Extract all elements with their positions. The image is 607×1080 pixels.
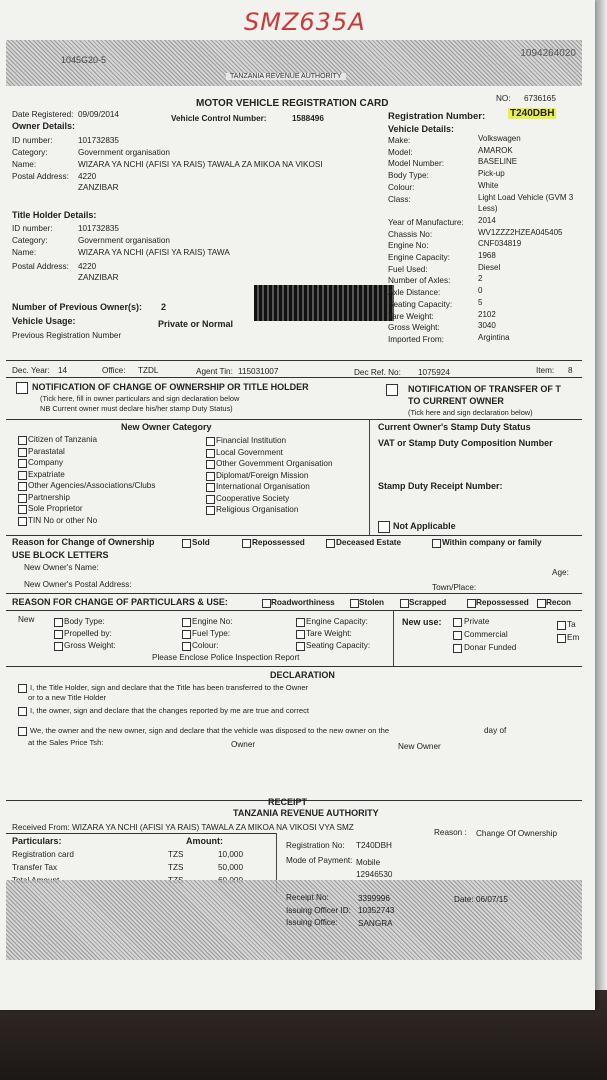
particular-checkbox[interactable]	[296, 630, 305, 639]
divider	[6, 377, 582, 378]
vehicle-field-value: Pick-up	[478, 169, 505, 179]
reason-ownership-label: Reason for Change of Ownership	[12, 537, 155, 547]
receipt-reg-label: Registration No:	[286, 841, 345, 850]
category-checkbox[interactable]	[18, 471, 27, 480]
category-checkbox[interactable]	[18, 517, 27, 526]
owner-name-label: Name:	[12, 160, 37, 169]
reason-particulars-label: REASON FOR CHANGE OF PARTICULARS & USE:	[12, 597, 228, 607]
particular-checkbox[interactable]	[182, 630, 191, 639]
divider	[6, 419, 582, 420]
vehicle-field-value: 2102	[478, 309, 496, 319]
title-holder-category-value: Government organisation	[78, 236, 170, 245]
vehicle-field-label: Axle Distance:	[388, 288, 441, 298]
dec-office-value: TZDL	[138, 366, 159, 375]
particular-label: Tare Weight:	[306, 629, 352, 638]
vehicle-field-value: 2	[478, 274, 483, 284]
new-use-checkbox[interactable]	[453, 618, 462, 627]
receipt-no-value: 3399996	[358, 894, 390, 903]
vehicle-field-label: Gross Weight:	[388, 323, 440, 333]
category-label: Cooperative Society	[216, 493, 290, 503]
notif-change-sub2: NB Current owner must declare his/her stamp Duty Status)	[40, 404, 233, 413]
reason-checkbox[interactable]	[262, 599, 271, 608]
reason-option-label: Repossessed	[252, 538, 305, 547]
handwritten-plate: SMZ635A	[244, 8, 366, 36]
notif-change-title: NOTIFICATION OF CHANGE OF OWNERSHIP OR TITLE HOLDER	[32, 382, 309, 392]
reason-checkbox[interactable]	[432, 539, 441, 548]
title-holder-id-label: ID number:	[12, 224, 53, 233]
owner-category-label: Category:	[12, 148, 48, 157]
notif-transfer-checkbox[interactable]	[386, 384, 398, 396]
issuing-office-label: Issuing Office:	[286, 918, 338, 927]
vcn-label: Vehicle Control Number:	[171, 114, 267, 123]
new-use-checkbox[interactable]	[557, 634, 566, 643]
vehicle-field-label: Chassis No:	[388, 229, 433, 239]
particular-label: Engine No:	[192, 617, 233, 626]
particular-label: Propelled by:	[64, 629, 112, 638]
vehicle-field-label: Engine No:	[388, 241, 429, 251]
particular-label: Body Type:	[64, 617, 105, 626]
serial-right: 1094264020	[520, 48, 576, 59]
category-checkbox[interactable]	[206, 506, 215, 515]
vehicle-heading: Vehicle Details:	[388, 124, 455, 134]
particular-checkbox[interactable]	[182, 642, 191, 651]
title-holder-heading: Title Holder Details:	[12, 210, 97, 220]
vehicle-field-label: Engine Capacity:	[388, 253, 450, 262]
receipt-item-amount: 50,000	[218, 863, 244, 872]
prev-owners-label: Number of Previous Owner(s):	[12, 302, 143, 312]
new-use-label: Private	[464, 617, 490, 626]
new-use-label: New use:	[402, 617, 442, 627]
vehicle-field-value: CNF034819	[478, 239, 522, 249]
owner-id-label: ID number:	[12, 136, 53, 145]
reason-option-label: Roadworthiness	[271, 598, 335, 607]
reason-option-label: Scrapped	[409, 598, 447, 607]
particulars-new-label: New	[18, 615, 35, 624]
vehicle-field-label: Number of Axles:	[388, 276, 451, 286]
category-checkbox[interactable]	[206, 495, 215, 504]
reason-option-label: Sold	[192, 538, 210, 547]
receipt-heading: RECEIPT	[268, 797, 308, 807]
category-label: Parastatal	[28, 446, 65, 456]
received-from-value: WIZARA YA NCHI (AFISI YA RAIS) TAWALA ZA MIKOA NA VIKOSI VYA SMZ	[72, 823, 354, 832]
declaration-heading: DECLARATION	[270, 670, 335, 680]
vehicle-field-label: Body Type:	[388, 171, 429, 181]
stamp-duty-heading: Current Owner's Stamp Duty Status	[378, 422, 531, 432]
particular-checkbox[interactable]	[54, 618, 63, 627]
reg-number-value: T240DBH	[510, 108, 555, 119]
declaration-text: I, the Title Holder, sign and declare that the Title has been transferred to the Owner	[30, 683, 309, 692]
amount-label: Amount:	[186, 836, 223, 846]
notif-change-sub1: (Tick here, fill in owner particulars and sign declaration below	[40, 394, 240, 403]
new-owner-name-label: New Owner's Name:	[24, 563, 99, 572]
vehicle-field-value: Diesel	[478, 262, 501, 272]
payment-ref: 12946530	[356, 870, 393, 879]
payment-mode-value: Mobile	[356, 858, 381, 867]
received-from-label: Received From:	[12, 823, 70, 832]
divider	[6, 833, 276, 834]
receipt-date-value: 06/07/15	[476, 895, 508, 904]
divider	[6, 610, 582, 611]
divider	[6, 360, 582, 361]
vehicle-field-value: 1968	[478, 251, 496, 260]
reason-option-label: Deceased Estate	[336, 538, 402, 547]
card-no-value: 6736165	[524, 94, 556, 103]
vehicle-field-value: AMAROK	[478, 145, 513, 155]
reason-checkbox[interactable]	[350, 599, 359, 608]
payment-mode-label: Mode of Payment:	[286, 856, 353, 865]
owner-name-value: WIZARA YA NCHI (AFISI YA RAIS) TAWALA ZA MIKOA NA VIKOSI	[78, 160, 323, 169]
reason-checkbox[interactable]	[400, 599, 409, 608]
new-use-label: Donar Funded	[464, 643, 517, 652]
category-checkbox[interactable]	[206, 437, 215, 446]
vehicle-field-label: Fuel Used:	[388, 264, 428, 274]
category-label: Financial Institution	[216, 436, 287, 445]
particular-checkbox[interactable]	[296, 642, 305, 651]
declaration-checkbox[interactable]	[18, 707, 27, 716]
title-holder-name-value: WIZARA YA NCHI (AFISI YA RAIS) TAWA	[78, 248, 230, 257]
vehicle-field-value: Less)	[478, 204, 498, 214]
divider	[6, 666, 582, 667]
new-use-checkbox[interactable]	[453, 644, 462, 653]
new-owner-signature-label: New Owner	[398, 742, 441, 751]
card-no-label: NO:	[496, 94, 511, 103]
owner-category-value: Government organisation	[78, 148, 170, 157]
vehicle-field-label: Model Number:	[388, 159, 444, 169]
dec-ref-value: 1075924	[418, 368, 450, 377]
reason-option-label: Recon	[546, 598, 572, 607]
owner-postal-value: 4220	[78, 172, 97, 181]
divider-vertical	[393, 610, 394, 666]
date-registered-label: Date Registered:	[12, 110, 74, 119]
age-label: Age:	[552, 568, 569, 577]
receipt-item-currency: TZS	[168, 850, 184, 859]
divider-vertical	[369, 419, 370, 535]
vehicle-field-value: 3040	[478, 321, 496, 331]
receipt-reg-value: T240DBH	[356, 841, 392, 850]
declaration-text: at the Sales Price Tsh:	[28, 738, 104, 747]
owner-city: ZANZIBAR	[78, 183, 119, 192]
category-checkbox[interactable]	[18, 436, 27, 445]
owner-postal-label: Postal Address:	[12, 172, 69, 181]
reason-checkbox[interactable]	[182, 539, 191, 548]
new-use-label: Ta	[567, 620, 576, 629]
particular-label: Gross Weight:	[64, 641, 116, 650]
category-label: Expatriate	[28, 469, 65, 479]
receipt-authority: TANZANIA REVENUE AUTHORITY	[233, 808, 379, 818]
notif-change-checkbox[interactable]	[16, 382, 28, 394]
title-holder-city: ZANZIBAR	[78, 273, 119, 282]
category-label: Citizen of Tanzania	[28, 435, 98, 444]
receipt-date-label: Date:	[454, 895, 474, 904]
category-checkbox[interactable]	[18, 482, 27, 491]
receipt-item-name: Registration card	[12, 850, 74, 859]
particular-label: Fuel Type:	[192, 629, 231, 638]
item-label: Item:	[536, 366, 555, 375]
date-registered-value: 09/09/2014	[78, 110, 119, 119]
stamp-redaction	[254, 285, 394, 321]
issuing-officer-label: Issuing Officer ID:	[286, 906, 351, 915]
registration-card	[6, 40, 582, 960]
vehicle-field-value: Light Load Vehicle (GVM 3	[478, 192, 574, 202]
stamp-receipt-label: Stamp Duty Receipt Number:	[378, 481, 503, 491]
owner-signature-label: Owner	[231, 740, 256, 749]
new-owner-category-heading: New Owner Category	[121, 422, 212, 432]
category-checkbox[interactable]	[18, 505, 27, 514]
owner-id-value: 101732835	[78, 136, 119, 145]
vehicle-field-label: Tare Weight:	[388, 311, 434, 321]
not-applicable-label: Not Applicable	[393, 521, 456, 531]
notif-transfer-sub: (Tick here and sign declaration below)	[408, 408, 533, 417]
category-label: Other Agencies/Associations/Clubs	[28, 481, 156, 490]
issuing-officer-value: 10352743	[358, 906, 395, 915]
new-use-checkbox[interactable]	[557, 621, 566, 630]
vcn-value: 1588496	[292, 114, 324, 123]
item-value: 8	[568, 366, 573, 375]
category-label: Religious Organisation	[216, 505, 299, 514]
vehicle-field-label: Seating Capacity:	[388, 299, 453, 309]
title-holder-postal-label: Postal Address:	[12, 262, 69, 271]
declaration-text: We, the owner and the new owner, sign and declare that the vehicle was disposed to the new owner on the	[30, 726, 390, 735]
vehicle-field-label: Colour:	[388, 182, 415, 192]
category-checkbox[interactable]	[18, 494, 27, 503]
agent-tin-value: 115031007	[238, 367, 279, 376]
town-label: Town/Place:	[432, 583, 477, 592]
vehicle-field-label: Model:	[388, 147, 413, 157]
notif-transfer-title2: TO CURRENT OWNER	[408, 396, 504, 406]
not-applicable-checkbox[interactable]	[378, 521, 390, 533]
dec-office-label: Office:	[102, 366, 126, 375]
particular-checkbox[interactable]	[296, 618, 305, 627]
dec-year-value: 14	[58, 366, 68, 375]
vat-label: VAT or Stamp Duty Composition Number	[378, 438, 553, 448]
vehicle-field-value: Volkswagen	[478, 134, 521, 143]
title-holder-name-label: Name:	[12, 248, 37, 257]
new-owner-postal-label: New Owner's Postal Address:	[24, 580, 132, 589]
particular-label: Engine Capacity:	[306, 617, 368, 626]
usage-label: Vehicle Usage:	[12, 316, 76, 326]
declaration-checkbox[interactable]	[18, 684, 27, 693]
particular-label: Colour:	[192, 641, 219, 650]
category-checkbox[interactable]	[18, 448, 27, 457]
vehicle-field-value: White	[478, 180, 499, 190]
reason-option-label: Repossessed	[476, 598, 529, 607]
new-use-label: Em	[567, 633, 580, 642]
reason-option-label: Within company or family	[442, 538, 542, 547]
receipt-reason-label: Reason :	[434, 828, 467, 837]
receipt-no-label: Receipt No:	[286, 893, 329, 902]
title-holder-id-value: 101732835	[78, 224, 119, 233]
title-holder-postal-value: 4220	[78, 262, 97, 271]
card-title: MOTOR VEHICLE REGISTRATION CARD	[196, 98, 389, 109]
receipt-item-name: Transfer Tax	[12, 863, 58, 872]
declaration-text: I, the owner, sign and declare that the changes reported by me are true and correct	[30, 706, 310, 715]
category-label: Diplomat/Foreign Mission	[216, 470, 309, 480]
category-checkbox[interactable]	[206, 449, 215, 458]
vehicle-field-value: WV1ZZZ2HZEA045405	[478, 227, 563, 237]
title-holder-category-label: Category:	[12, 236, 48, 245]
vehicle-field-value: Argintina	[478, 332, 510, 342]
vehicle-field-value: 5	[478, 297, 483, 307]
divider	[6, 535, 582, 536]
vehicle-field-label: Make:	[388, 136, 411, 145]
notif-transfer-title: NOTIFICATION OF TRANSFER OF T	[408, 384, 561, 394]
category-checkbox[interactable]	[206, 483, 215, 492]
vehicle-field-label: Year of Manufacture:	[388, 217, 464, 227]
reason-checkbox[interactable]	[242, 539, 251, 548]
declaration-text: or to a new Title Holder	[28, 693, 107, 702]
particular-checkbox[interactable]	[54, 642, 63, 651]
inspection-note: Please Enclose Police Inspection Report	[152, 653, 300, 662]
category-label: Other Government Organisation	[216, 459, 333, 468]
declaration-checkbox[interactable]	[18, 727, 27, 736]
divider	[6, 593, 582, 594]
particular-checkbox[interactable]	[54, 630, 63, 639]
particular-label: Seating Capacity:	[306, 641, 371, 650]
category-checkbox[interactable]	[206, 460, 215, 469]
reason-checkbox[interactable]	[326, 539, 335, 548]
serial-left: 1045G20-5	[61, 55, 107, 65]
receipt-item-amount: 10,000	[218, 850, 244, 859]
block-letters-note: USE BLOCK LETTERS	[12, 550, 109, 560]
particular-checkbox[interactable]	[182, 618, 191, 627]
new-use-checkbox[interactable]	[453, 631, 462, 640]
particulars-label: Particulars:	[12, 836, 62, 846]
agent-tin-label: Agent Tin:	[196, 367, 233, 376]
vehicle-field-value: 0	[478, 286, 483, 296]
dec-year-label: Dec. Year:	[12, 366, 50, 375]
category-checkbox[interactable]	[18, 459, 27, 468]
authority-banner: TANZANIA REVENUE AUTHORITY	[226, 73, 346, 80]
usage-value: Private or Normal	[158, 319, 234, 329]
day-of-label: day of	[484, 726, 507, 735]
category-label: Company	[28, 458, 64, 467]
vehicle-field-value: BASELINE	[478, 157, 518, 167]
reason-checkbox[interactable]	[537, 599, 546, 608]
vehicle-field-label: Class:	[388, 194, 411, 204]
receipt-reason-value: Change Of Ownership	[476, 829, 558, 838]
dec-ref-label: Dec Ref. No:	[354, 368, 401, 377]
category-label: TIN No or other No	[28, 515, 98, 525]
receipt-item-currency: TZS	[168, 863, 184, 872]
prev-owners-value: 2	[161, 302, 167, 312]
category-label: International Organisation	[216, 482, 310, 491]
vehicle-field-label: Imported From:	[388, 334, 444, 344]
issuing-office-value: SANGRA	[358, 919, 393, 928]
category-label: Partnership	[28, 492, 70, 502]
category-label: Local Government	[216, 447, 283, 457]
reason-option-label: Stolen	[359, 598, 385, 607]
reg-number-label: Registration Number:	[388, 111, 486, 122]
vehicle-field-value: 2014	[478, 215, 496, 225]
category-checkbox[interactable]	[206, 472, 215, 481]
category-label: Sole Proprietor	[28, 504, 83, 513]
new-use-label: Commercial	[464, 630, 508, 639]
prev-reg-label: Previous Registration Number	[12, 331, 122, 340]
reason-checkbox[interactable]	[467, 599, 476, 608]
owner-heading: Owner Details:	[12, 121, 76, 131]
